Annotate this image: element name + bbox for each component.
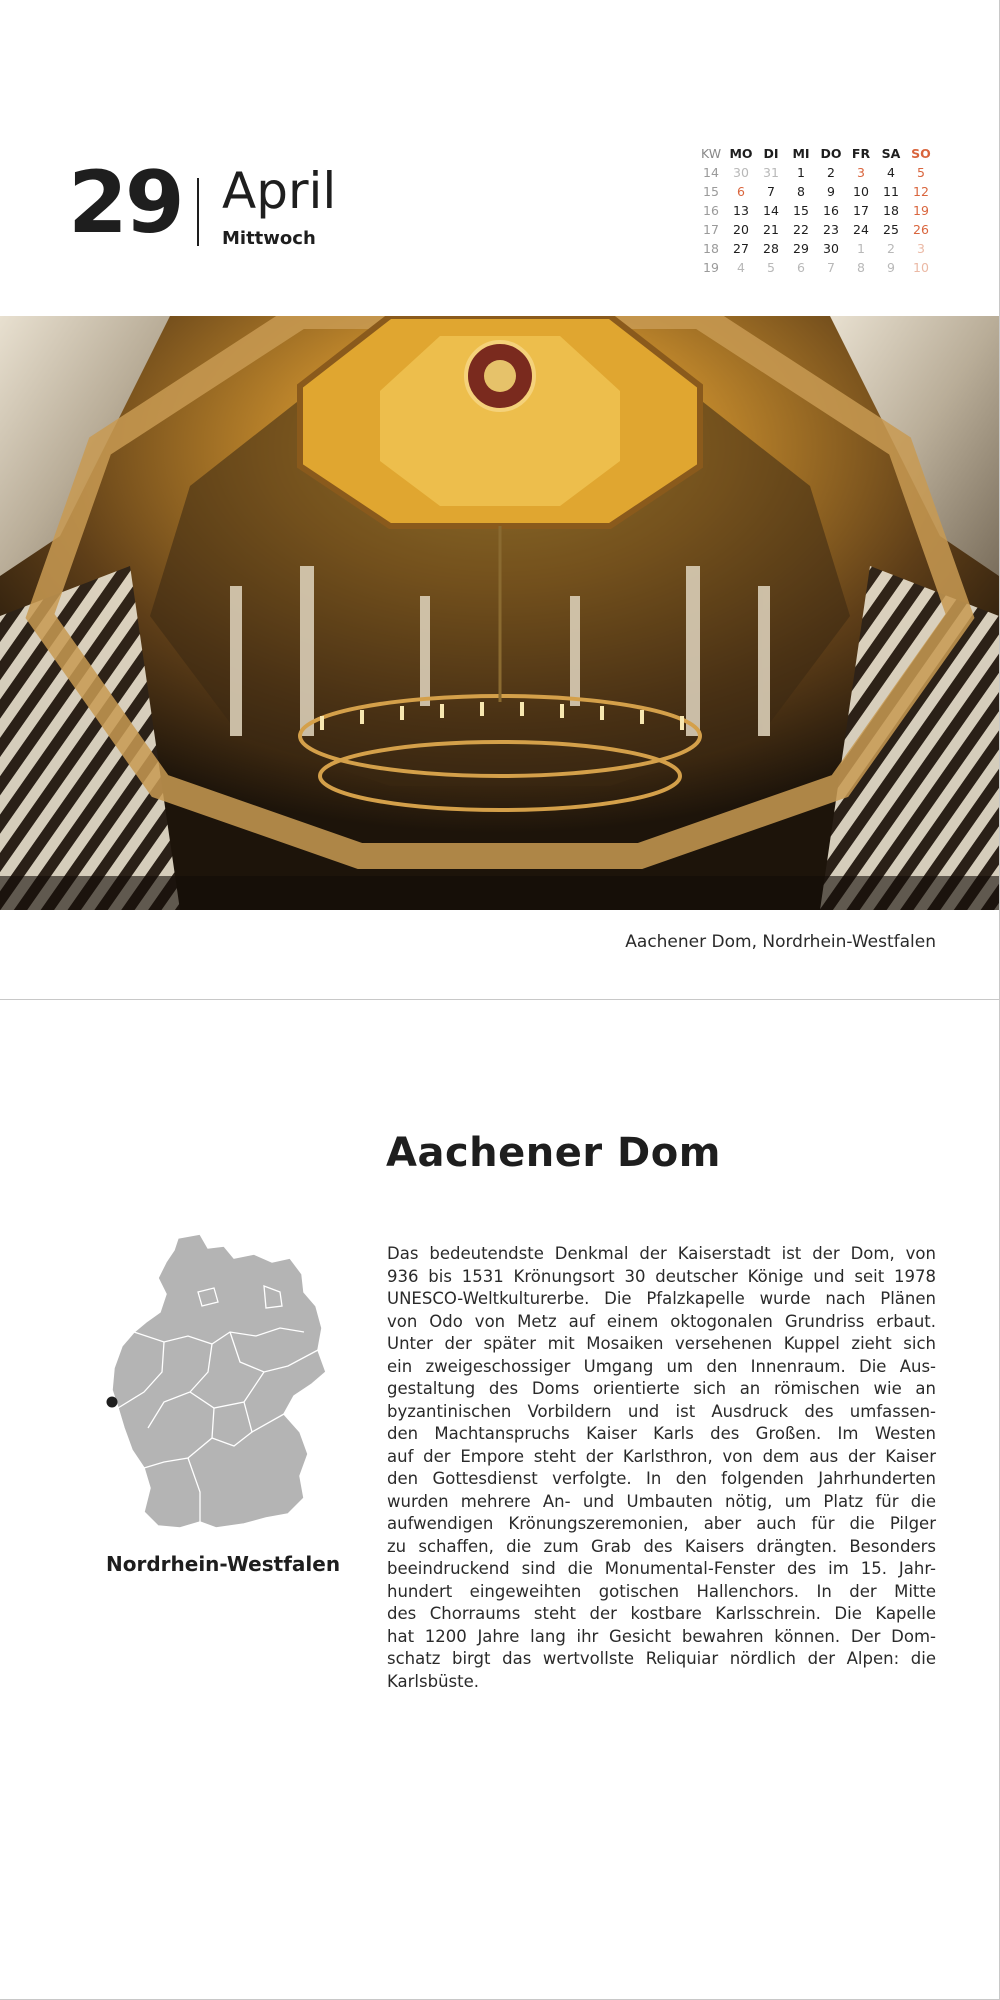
calendar-week-row xyxy=(696,220,936,239)
article-line: den Gottesdienst verfolgte. In den folgenden Jahrhunderten xyxy=(387,1469,936,1488)
article-line: Karlsbüste. xyxy=(387,1671,479,1691)
calendar-day: 26 xyxy=(913,222,929,237)
aachen-dome-interior-image xyxy=(0,316,999,910)
article-line: hat 1200 Jahre lang ihr Gesicht bewahren können. Der Dom- xyxy=(387,1626,936,1646)
article-line: den Machtanspruchs Kaiser Karls des Großen. Im Westen xyxy=(387,1424,936,1443)
calendar-day: 10 xyxy=(853,184,869,199)
calendar-header-do: DO xyxy=(820,146,842,161)
article-line: Das bedeutendste Denkmal der Kaiserstadt ist der Dom, von xyxy=(387,1244,936,1263)
calendar-day: 8 xyxy=(857,260,865,275)
calendar-day: 11 xyxy=(883,184,899,199)
article-line: ein zweigeschossiger Umgang um den Innenraum. Die Aus- xyxy=(387,1356,936,1376)
calendar-day: 21 xyxy=(763,222,779,237)
calendar-day: 10 xyxy=(913,260,929,275)
map-region-label: Nordrhein-Westfalen xyxy=(106,1552,341,1576)
calendar-day: 30 xyxy=(733,165,749,180)
calendar-day: 16 xyxy=(823,203,839,218)
calendar-day: 2 xyxy=(887,241,895,256)
calendar-day: 8 xyxy=(797,184,805,199)
calendar-week-number: 18 xyxy=(703,241,719,256)
germany-map xyxy=(104,1232,336,1538)
calendar-header-mo: MO xyxy=(729,146,753,161)
calendar-day: 1 xyxy=(797,165,805,180)
calendar-header-so: SO xyxy=(911,146,931,161)
calendar-day: 15 xyxy=(793,203,809,218)
calendar-week-row xyxy=(696,201,936,220)
article-body xyxy=(387,1243,936,1693)
mini-month-calendar xyxy=(696,144,936,277)
calendar-week-row xyxy=(696,163,936,182)
article-title: Aachener Dom xyxy=(386,1130,721,1176)
calendar-day: 6 xyxy=(737,184,745,199)
calendar-day: 4 xyxy=(887,165,895,180)
germany-outline xyxy=(112,1234,326,1528)
article-line: aufwendigen Krönungszeremonien, aber auch für die Pilger xyxy=(387,1514,936,1533)
calendar-day: 20 xyxy=(733,222,749,237)
calendar-day: 5 xyxy=(917,165,925,180)
calendar-day: 5 xyxy=(767,260,775,275)
calendar-header-mi: MI xyxy=(792,146,810,161)
calendar-day: 9 xyxy=(827,184,835,199)
article-line: zu schaffen, die zum Grab des Kaisers drängten. Besonders xyxy=(387,1536,936,1556)
calendar-day: 9 xyxy=(887,260,895,275)
calendar-day: 7 xyxy=(827,260,835,275)
calendar-day: 18 xyxy=(883,203,899,218)
day-number: 29 xyxy=(68,153,182,253)
calendar-day: 17 xyxy=(853,203,869,218)
calendar-day: 29 xyxy=(793,241,809,256)
article-line: hundert eingeweihten gotischen Hallenchors. In der Mitte xyxy=(387,1581,936,1601)
cathedral-photo xyxy=(0,316,999,910)
calendar-week-number: 15 xyxy=(703,184,719,199)
calendar-day: 7 xyxy=(767,184,775,199)
calendar-day: 28 xyxy=(763,241,779,256)
calendar-day: 31 xyxy=(763,165,779,180)
calendar-header-di: DI xyxy=(763,146,779,161)
article-line: byzantinischen Vorbildern und ist Ausdruck des umfassen- xyxy=(387,1401,936,1421)
calendar-week-number: 16 xyxy=(703,203,719,218)
calendar-day: 4 xyxy=(737,260,745,275)
article-line: des Chorraums steht der kostbare Karlsschrein. Die Kapelle xyxy=(387,1604,936,1623)
article-line: 936 bis 1531 Krönungsort 30 deutscher Könige und seit 1978 xyxy=(387,1266,936,1286)
calendar-header-row xyxy=(696,144,936,163)
article-line: wurden mehrere An- und Umbauten nötig, um Platz für die xyxy=(387,1491,936,1511)
article-line: von Odo von Metz auf einem oktogonalen Grundriss erbaut. xyxy=(387,1311,936,1331)
calendar-header-kw: KW xyxy=(700,146,722,161)
month-name: April xyxy=(222,162,337,220)
calendar-week-row xyxy=(696,239,936,258)
calendar-header-fr: FR xyxy=(851,146,871,161)
calendar-day: 6 xyxy=(797,260,805,275)
calendar-day: 13 xyxy=(733,203,749,218)
article-line: gestaltung des Doms orientierte sich an römischen wie an xyxy=(387,1379,936,1398)
calendar-day: 30 xyxy=(823,241,839,256)
calendar-day: 3 xyxy=(917,241,925,256)
calendar-day: 1 xyxy=(857,241,865,256)
calendar-day: 2 xyxy=(827,165,835,180)
calendar-header-sa: SA xyxy=(881,146,901,161)
calendar-week-row xyxy=(696,182,936,201)
weekday: Mittwoch xyxy=(222,228,316,249)
calendar-day: 27 xyxy=(733,241,749,256)
article-line: auf der Empore steht der Karlsthron, von dem aus der Kaiser xyxy=(387,1446,936,1466)
calendar-week-number: 14 xyxy=(703,165,719,180)
calendar-day: 25 xyxy=(883,222,899,237)
calendar-week-number: 19 xyxy=(703,260,719,275)
article-line: UNESCO-Weltkulturerbe. Die Pfalzkapelle wurde nach Plänen xyxy=(387,1289,936,1308)
calendar-day: 3 xyxy=(857,165,865,180)
article-line: schatz birgt das wertvollste Reliquiar nördlich der Alpen: die xyxy=(387,1649,936,1668)
date-divider xyxy=(197,178,199,246)
calendar-day: 24 xyxy=(853,222,869,237)
location-marker xyxy=(107,1397,118,1408)
calendar-week-number: 17 xyxy=(703,222,719,237)
article-line: beeindruckend sind die Monumental-Fenster des im 15. Jahr- xyxy=(387,1559,936,1578)
calendar-day: 22 xyxy=(793,222,809,237)
calendar-day: 12 xyxy=(913,184,929,199)
photo-caption: Aachener Dom, Nordrhein-Westfalen xyxy=(625,932,936,952)
calendar-day: 19 xyxy=(913,203,929,218)
calendar-week-row xyxy=(696,258,936,277)
article-line: Unter der später mit Mosaiken versehenen Kuppel zieht sich xyxy=(387,1334,936,1353)
calendar-day: 23 xyxy=(823,222,839,237)
calendar-day: 14 xyxy=(763,203,779,218)
